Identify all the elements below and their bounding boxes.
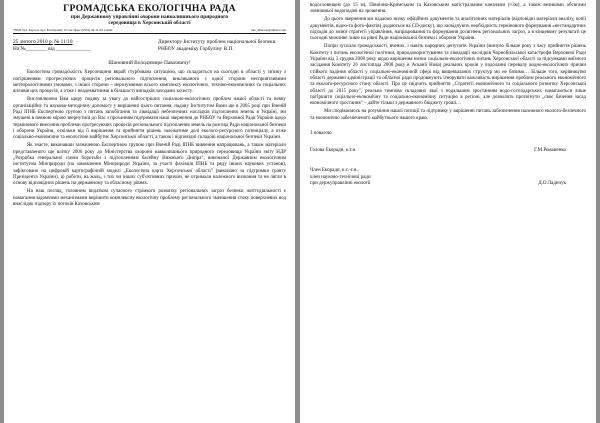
salutation: Шановний Володимире Павловичу! [108, 60, 191, 67]
letter-page-1 [4, 0, 295, 423]
body-paragraph: Висловлюючи Вам щиру подяку за увагу до найгостріших соціально-екологічних проблем нашої області та певну організаційну та науково-методичну допомогу у вирішенні цього питання, надану Інститутом Вами ще в 2005 році при Вченій Раді ІПНБ Експертною групою з питань запобігання та ліквідації небезпечних наслідків підтоплення земель в Україні, ми змушені в певною мірою звернутися до Вас з проханням підтримати наші звернення до РНБОУ та Верховної Ради України щодо термінового внесення проблеми прогресуючих процесів регіонального підтоплення земель на розгляд Ради національної безпеки і оборони України, оскільки від її вирішення та прийняття рішень залежатиме долі еколого-ресурсного потенціалу, а отже соціально-економічне та екологічне майбутнє Херсонської області, а також і відповідні складові національної безпеки України. [13, 97, 286, 141]
body-paragraph: Попри зусилля громадськості, вчених, і навіть народних депутатів України (минуло більше року з часу прийняття рішень Комітету з питань екологічної політики, природокористування та ліквідації наслідків Чорнобильської катастрофи Верховної Ради України від 3 грудня 2008 року щодо вирішення низки соціально-екологічних питань Херсонської області за підсумками виїзного засідання Комітету 26 листопада 2008 року в Асканії Нова) реальних кроків у подоланні перевалу водно-екологічних причин стійкого падіння області у соціально-економічній сфері від вищевказаних структур ми не бачимо… Більше того, керівництво області державні адміністрації та обласної ради продовжують ігнорувати важливість вирішення проблем реального економічного та еколого-ресурсного стану області. Про це свідчить прийняття „Стратегії економічного та соціального розвитку Херсонської області до 2015 року", реальна темпова складових якої з подальшим зростанням водо-господарських намагаються лише погіршити соціально-економічну та соціально-економічну ситуацію в регіоні, але дозволить протягнути „своє бачення засад економічного зростання" – дайте тільки з державного бюджету гроші… [310, 44, 586, 107]
organization-subtitle-1: при Державному управлінні охорони навколишнього природного [70, 14, 229, 20]
addressee-block: Директору Інституту проблем національної безпеки РНБОУ академіку Горбуліну В.П. [158, 39, 276, 52]
signature-row-2 [310, 168, 586, 187]
body-paragraph: До цього звернення ми надаємо низку офіційних документів та аналітичних матеріалів (відповідні матеріали аналізу, копії документів, відео-та фото-фактів) додаються на CD-диску), що засвідчують необхідність термінового формування «нестандартних підходів до зміни стратегії управління, напрацювання та формування досягнень регіональних загроз, а в кінцевому результаті це сьогодні можливе лише на рівні Ради національної безпеки і оборони України. [310, 17, 586, 42]
signer-1-name: Г.М.Романенко [534, 147, 566, 153]
body-paragraph: Екологічна громадськість Херсонщини вкрай стурбована ситуацією, що складається на сьогодні в області у зв'язку з погіршенням прогресуючих процесів регіонального підтоплення, викликаного з одної сторони несприятливими метеорологічними умовами, з іншої сторони – нерозумними всього комплексу екологічних, техніко-економічних та соціальних впливів цих процесів, а отже і неадекватними в більшості випадків заходами захисту. [13, 70, 286, 95]
outgoing-number: № 11/10 [54, 39, 73, 46]
signer-1-title: Голова Екоради, к.т.н. [310, 147, 357, 153]
body-paragraph: водосховищем (до 15 м), Північно-Кримським та Каховським магістральним каналами (≈3м), а також великими обсягами зовнішньої водоподачі на зрошення. [310, 3, 586, 15]
contacts-address: 73000 бул. Херсон, вул. Кооперації, 10 тел./факс (0552) 26-11-65 e-mail: [13, 27, 114, 32]
closing-regards: З повагою [310, 130, 332, 136]
organization-subtitle-2: середовища в Херсонській області [108, 20, 191, 27]
contacts-email: eko_kherson@ukrnet.com [251, 27, 286, 32]
signer-2-name: Д.О.Ладичук [538, 181, 566, 187]
body-paragraph: На наш погляд, головним видатком сучасного стрімкого розвитку регіональних загроз безпеки життєдіяльності є намагання відомчими механізмами вирішити комплексну екологічну проблему регіонального зменшення стоку поверхневих вод внаслідок підпору їх потоків Каховським [13, 189, 286, 207]
signer-2-title [310, 168, 500, 187]
outgoing-reference [13, 39, 133, 53]
signature-row-1 [310, 148, 586, 154]
body-paragraph: Як знаєте, виконавши зазначеною Експертною групою при Вченій Раді ІПНБ вивчення напрацювань, а також матеріали представленого ще влітку 2006 року до Міністерства охорони навколишнього природного середовища України звіту НДР „Розробка генеральної схеми боротьби з підтопленням басейну Нижнього Дніпра", виконаної Державним екологічним інститутом Мінприроди (на замовлення Мінприроди України, за участі фахівців ІПНБ та ряду інших наукових установ), зафіксовано на цифровій картографічній моделі „Екологічна карта Херсонської області" (виконано за підтримки гранту Президента України), ці роботи, на жаль, з тих чи інших суб'єктивних причин, не отримали належного визнання та не лягли в основу відповідних рішень на державному та обласному рівнях. [13, 143, 286, 187]
organization-title: ГРОМАДСЬКА ЕКОЛОГІЧНА РАДА [63, 3, 236, 14]
letter-header [13, 39, 286, 53]
outgoing-date: 25 лютого 2010 р. [13, 39, 53, 46]
signer-2-title-line-1: Член Екоради, к.с.-г.н., [310, 168, 359, 174]
letter-page-2 [300, 0, 596, 423]
signer-2-title-line-3: при держуправлінні екології [310, 181, 371, 187]
signer-2-title-line-2: член науково-технічної ради [310, 174, 371, 180]
body-paragraph: Ми сподіваємось на розуміння нашої позиції та підтримку у вирішенні питань забезпечення належного еколого-безпечного та економічно забезпеченого майбутнього нашого краю. [310, 109, 586, 121]
contacts-line [13, 28, 286, 35]
incoming-reference: На №________ від _____________ [13, 46, 91, 53]
